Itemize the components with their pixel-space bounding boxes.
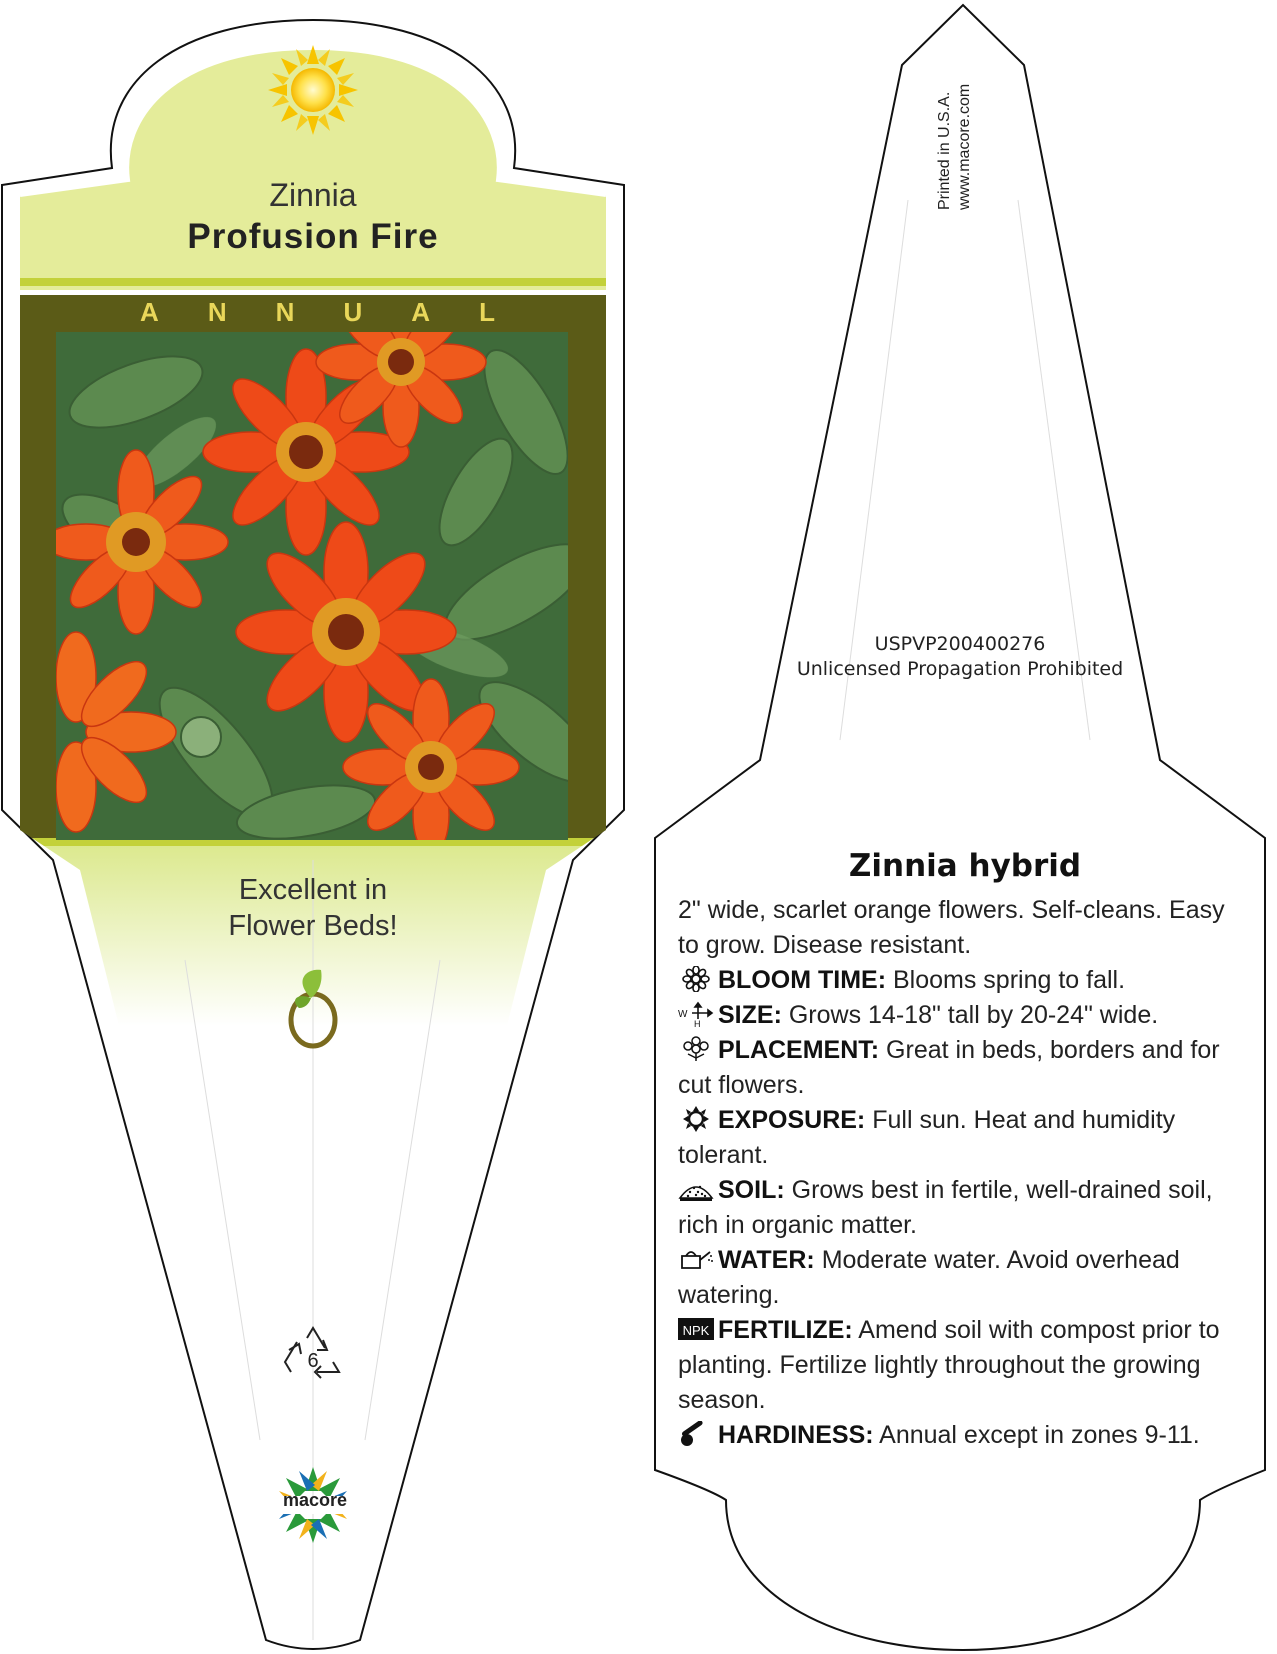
back-heading: Zinnia hybrid: [848, 848, 1082, 884]
flower-icon: [678, 966, 714, 992]
category-letter: N: [207, 297, 227, 327]
placement-label: PLACEMENT:: [718, 1036, 880, 1064]
sun-icon: [268, 45, 358, 135]
fertilize-text: Amend soil with compost prior to planting. Fertilize lightly throughout the growing season.: [678, 1316, 1220, 1414]
printed-in: Printed in U.S.A.: [936, 91, 953, 210]
size-text: Grows 14-18" tall by 20-24" wide.: [781, 1001, 1159, 1029]
care-item-water: [678, 1243, 1248, 1313]
watering-can-icon: [678, 1246, 714, 1272]
svg-text:NPK: NPK: [682, 1323, 710, 1338]
hardiness-text: Annual except in zones 9-11.: [873, 1421, 1200, 1449]
care-item-bloom: [678, 963, 1248, 998]
category-letter: A: [411, 297, 431, 327]
care-info: [678, 893, 1248, 1453]
logo-text: macore: [282, 1490, 348, 1510]
category-label: [140, 297, 495, 328]
soil-text: Grows best in fertile, well-drained soil, rich in organic matter.: [678, 1176, 1213, 1239]
soil-icon: [678, 1176, 714, 1202]
care-item-exposure: [678, 1103, 1248, 1173]
fertilize-label: FERTILIZE:: [718, 1316, 853, 1344]
website: www.macore.com: [956, 83, 973, 210]
tagline: [150, 872, 476, 944]
plant-placement-icon: [678, 1036, 714, 1062]
printed-info: [935, 55, 975, 215]
water-text: Moderate water. Avoid overhead watering.: [678, 1246, 1180, 1309]
patent-info: [760, 632, 1160, 682]
placement-text: Great in beds, borders and for cut flowers.: [678, 1036, 1220, 1099]
category-letter: L: [479, 297, 495, 327]
care-item-fertilize: [678, 1313, 1248, 1418]
care-item-placement: [678, 1033, 1248, 1103]
exposure-text: Full sun. Heat and humidity tolerant.: [678, 1106, 1176, 1169]
size-arrows-icon: [678, 1001, 714, 1027]
recycle-code: 6: [307, 1350, 319, 1372]
exposure-label: EXPOSURE:: [718, 1106, 866, 1134]
plant-genus: Zinnia: [269, 177, 357, 213]
thermometer-icon: [678, 1421, 714, 1447]
water-label: WATER:: [718, 1246, 815, 1274]
plant-variety: Profusion Fire: [187, 217, 439, 256]
soil-label: SOIL:: [718, 1176, 785, 1204]
care-item-size: [678, 998, 1248, 1033]
category-letter: U: [343, 297, 363, 327]
bloom-text: Blooms spring to fall.: [886, 966, 1126, 994]
flower-photo: [44, 277, 608, 855]
patent-number: USPVP200400276: [874, 633, 1046, 655]
category-letter: N: [275, 297, 295, 327]
hardiness-label: HARDINESS:: [718, 1421, 874, 1449]
care-item-soil: [678, 1173, 1248, 1243]
tagline-line2: Flower Beds!: [228, 910, 398, 942]
npk-icon: [678, 1316, 714, 1342]
bloom-label: BLOOM TIME:: [718, 966, 887, 994]
category-letter: A: [140, 297, 159, 327]
svg-text:W: W: [678, 1009, 688, 1020]
propagation-notice: Unlicensed Propagation Prohibited: [796, 658, 1124, 680]
svg-text:H: H: [694, 1019, 701, 1027]
tagline-line1: Excellent in: [238, 874, 388, 906]
sun-outline-icon: [678, 1106, 714, 1132]
size-label: SIZE:: [718, 1001, 782, 1029]
intro-text: 2" wide, scarlet orange flowers. Self-cleans. Easy to grow. Disease resistant.: [678, 896, 1225, 959]
care-item-hardiness: [678, 1418, 1248, 1453]
